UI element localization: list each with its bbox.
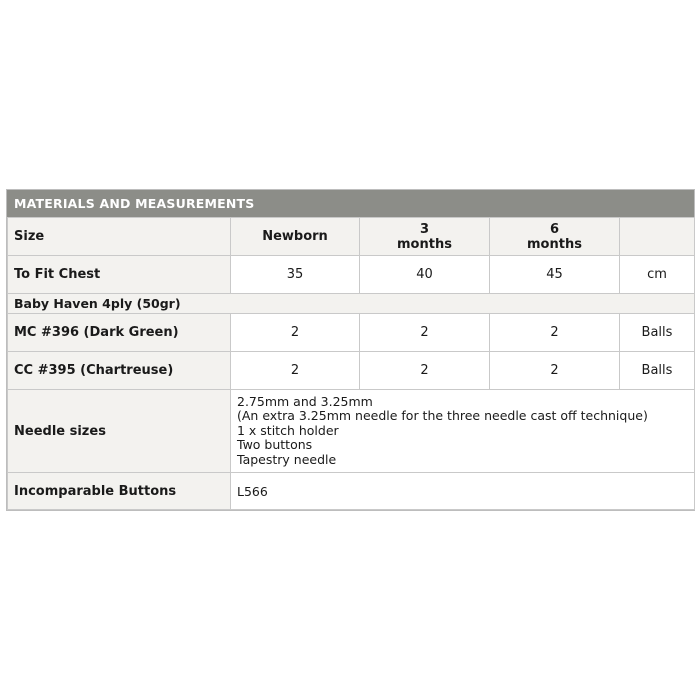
needle-line-3: 1 x stitch holder	[237, 422, 339, 438]
mc-newborn: 2	[231, 314, 360, 352]
table-title: MATERIALS AND MEASUREMENTS	[7, 190, 694, 217]
table-row-mc	[8, 314, 695, 352]
mc-label: MC #396 (Dark Green)	[8, 314, 231, 352]
chest-newborn: 35	[231, 256, 360, 294]
buttons-value: L566	[231, 473, 695, 510]
cc-unit: Balls	[620, 352, 695, 390]
table-row-chest	[8, 256, 695, 294]
needle-line-4: Two buttons	[237, 437, 313, 453]
chest-6-months: 45	[490, 256, 620, 294]
needle-label: Needle sizes	[8, 390, 231, 473]
size-label: Size	[8, 218, 231, 256]
chest-unit: cm	[620, 256, 695, 294]
mc-6-months: 2	[490, 314, 620, 352]
cc-label: CC #395 (Chartreuse)	[8, 352, 231, 390]
materials-table	[6, 189, 695, 511]
size-3-months-number: 3	[419, 221, 430, 237]
chest-label: To Fit Chest	[8, 256, 231, 294]
table-row-yarn	[8, 294, 695, 314]
yarn-label: Baby Haven 4ply (50gr)	[8, 294, 695, 314]
table-row-needles	[8, 390, 695, 473]
needle-line-2: (An extra 3.25mm needle for the three needle cast off technique)	[237, 408, 648, 424]
table-row-cc	[8, 352, 695, 390]
measurements-grid	[7, 217, 695, 510]
mc-unit: Balls	[620, 314, 695, 352]
needle-list	[231, 390, 695, 473]
cc-6-months: 2	[490, 352, 620, 390]
cc-3-months: 2	[360, 352, 490, 390]
table-row-size	[8, 218, 695, 256]
cc-newborn: 2	[231, 352, 360, 390]
size-6-months-unit: months	[527, 236, 582, 252]
chest-3-months: 40	[360, 256, 490, 294]
needle-line-5: Tapestry needle	[237, 451, 337, 467]
size-3-months-unit: months	[397, 236, 452, 252]
size-newborn: Newborn	[231, 218, 360, 256]
size-6-months	[490, 218, 620, 256]
size-3-months	[360, 218, 490, 256]
needle-line-1: 2.75mm and 3.25mm	[237, 393, 373, 409]
size-6-months-number: 6	[549, 221, 560, 237]
buttons-label: Incomparable Buttons	[8, 473, 231, 510]
size-unit-empty	[620, 218, 695, 256]
mc-3-months: 2	[360, 314, 490, 352]
table-row-buttons	[8, 473, 695, 510]
